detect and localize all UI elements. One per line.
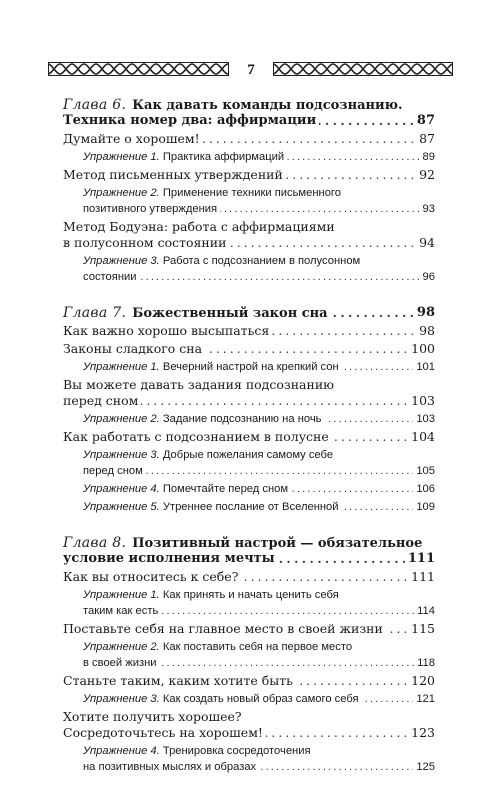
- entry-text: [63, 725, 266, 740]
- entry-title: Сосредоточьтесь на хорошем!: [63, 725, 263, 740]
- page-ref: 111: [405, 551, 435, 567]
- chapter-label: Глава 6.: [63, 97, 127, 113]
- entry-line: [83, 463, 435, 479]
- entry-title: Станьте таким, каким хотите быть: [63, 673, 293, 688]
- entry-title: Хотите получить хорошее?: [63, 709, 242, 724]
- entry-line: [63, 219, 435, 235]
- entry-line: [63, 725, 435, 741]
- entry-line: [83, 603, 435, 619]
- entry-text: [63, 429, 332, 444]
- entry-title: позитивного утверждения: [83, 203, 218, 215]
- entry-line: [63, 323, 435, 339]
- exercise-entry: [63, 499, 435, 515]
- entry-title: Думайте о хорошем!: [63, 131, 200, 146]
- exercise-label: Упражнение 3.: [83, 449, 160, 461]
- chapter-title: условие исполнения мечты: [63, 551, 275, 566]
- page-ref: 104: [408, 429, 435, 445]
- chapter-title: Позитивный настрой — обязательное: [132, 536, 423, 551]
- page-ref: 87: [416, 131, 435, 147]
- entry-line: [83, 185, 435, 201]
- section-entry: [63, 131, 435, 147]
- chapter-title: Как давать команды подсознанию.: [132, 98, 403, 113]
- ornament-left: [48, 62, 229, 76]
- page-ref: 109: [413, 499, 435, 515]
- entry-line: [63, 377, 435, 393]
- entry-line: [83, 499, 435, 515]
- page-ref: 120: [408, 673, 435, 689]
- exercise-label: Упражнение 1.: [83, 151, 160, 163]
- entry-title: в своей жизни: [83, 657, 157, 669]
- page-ref: 96: [420, 269, 435, 285]
- exercise-label: Упражнение 1.: [83, 589, 160, 601]
- chapter-label: Глава 7.: [63, 305, 127, 321]
- entry-text: [83, 187, 344, 199]
- section-entry: [63, 341, 435, 357]
- page-ref: 118: [414, 655, 435, 671]
- entry-line: [63, 393, 435, 409]
- chapter-title-text: [63, 306, 331, 321]
- entry-line: [63, 167, 435, 183]
- chapter-heading: [63, 535, 435, 567]
- section-entry: [63, 673, 435, 689]
- entry-text: [83, 413, 325, 425]
- entry-line: [63, 235, 435, 251]
- exercise-entry: [63, 447, 435, 479]
- entry-line: [83, 639, 435, 655]
- entry-title: Метод письменных утверждений: [63, 167, 283, 182]
- entry-text: [83, 693, 362, 705]
- entry-title: Вы можете давать задания подсознанию: [63, 377, 335, 392]
- entry-title: Вечерний настрой на крепкий сон: [162, 361, 339, 373]
- exercise-entry: [63, 587, 435, 619]
- table-of-contents: [63, 97, 435, 775]
- entry-text: [63, 569, 241, 584]
- entry-line: [63, 709, 435, 725]
- entry-title: Работа с подсознанием в полусонном: [162, 255, 361, 267]
- section-entry: [63, 323, 435, 339]
- entry-text: [63, 393, 141, 408]
- chapter-title: Техника номер два: аффирмации: [63, 113, 317, 128]
- section-entry: [63, 219, 435, 251]
- entry-title: Метод Бодуэна: работа с аффирмациями: [63, 219, 335, 234]
- exercise-entry: [63, 639, 435, 671]
- entry-line: [83, 481, 435, 497]
- page-ref: 92: [416, 167, 435, 183]
- entry-line: [83, 447, 435, 463]
- entry-text: [63, 341, 205, 356]
- entry-title: таким как есть: [83, 605, 159, 617]
- entry-text: [83, 361, 342, 373]
- entry-title: Законы сладкого сна: [63, 341, 203, 356]
- page-ref: 98: [416, 323, 435, 339]
- entry-text: [63, 167, 286, 182]
- entry-line: [63, 621, 435, 637]
- entry-line: [83, 655, 435, 671]
- page-ref: 123: [408, 725, 435, 741]
- entry-text: [63, 235, 229, 250]
- page-ref: 103: [408, 393, 435, 409]
- entry-title: Как важно хорошо высыпаться: [63, 323, 270, 338]
- entry-title: Тренировка сосредоточения: [162, 745, 311, 757]
- section-entry: [63, 167, 435, 183]
- entry-line: [83, 359, 435, 375]
- exercise-label: Упражнение 4.: [83, 483, 160, 495]
- entry-title: Помечтайте перед сном: [162, 483, 289, 495]
- chapter-title-text: [63, 98, 406, 113]
- entry-title: Применение техники письменного: [162, 187, 341, 199]
- entry-text: [83, 203, 220, 215]
- exercise-label: Упражнение 4.: [83, 745, 160, 757]
- entry-line: [83, 253, 435, 269]
- page-ref: 115: [408, 621, 435, 637]
- entry-title: Задание подсознанию на ночь: [162, 413, 322, 425]
- chapter-title-text: [63, 113, 319, 128]
- entry-title: Как поставить себя на первое место: [162, 641, 353, 653]
- entry-text: [63, 219, 338, 234]
- entry-text: [83, 761, 259, 773]
- entry-text: [83, 255, 363, 267]
- chapter-heading: [63, 97, 435, 129]
- chapter: [63, 305, 435, 515]
- page-ref: 105: [413, 463, 435, 479]
- page-ref: 101: [413, 359, 435, 375]
- page-ref: 94: [416, 235, 435, 251]
- section-entry: [63, 569, 435, 585]
- section-entry: [63, 709, 435, 741]
- chapter: [63, 535, 435, 775]
- chapter-title-line: [63, 551, 435, 567]
- entry-line: [83, 411, 435, 427]
- entry-line: [63, 341, 435, 357]
- entry-text: [83, 151, 287, 163]
- entry-line: [83, 587, 435, 603]
- exercise-entry: [63, 359, 435, 375]
- entry-title: Практика аффирмаций: [162, 151, 285, 163]
- entry-line: [83, 149, 435, 165]
- running-header: [48, 60, 453, 80]
- entry-title: Утреннее послание от Вселенной: [162, 501, 339, 513]
- page-ref: 121: [413, 691, 435, 707]
- entry-title: Как работать с подсознанием в полусне: [63, 429, 329, 444]
- exercise-label: Упражнение 1.: [83, 361, 160, 373]
- entry-text: [83, 501, 342, 513]
- page-ref: 125: [413, 759, 435, 775]
- entry-line: [83, 691, 435, 707]
- page-ref: 114: [414, 603, 435, 619]
- chapter-title-text: [63, 536, 425, 551]
- ornament-right: [273, 62, 453, 76]
- exercise-entry: [63, 185, 435, 217]
- chapter-label: Глава 8.: [63, 535, 127, 551]
- entry-text: [83, 271, 140, 283]
- chapter-title-text: [63, 551, 278, 566]
- entry-text: [63, 621, 386, 636]
- entry-text: [83, 657, 160, 669]
- entry-text: [83, 641, 355, 653]
- exercise-label: Упражнение 2.: [83, 187, 160, 199]
- entry-title: перед сном: [83, 465, 143, 477]
- exercise-entry: [63, 691, 435, 707]
- page-ref: 100: [408, 341, 435, 357]
- entry-text: [63, 709, 245, 724]
- entry-line: [83, 201, 435, 217]
- entry-title: Поставьте себя на главное место в своей жизни: [63, 621, 383, 636]
- entry-text: [63, 131, 203, 146]
- entry-title: на позитивных мыслях и образах: [83, 761, 257, 773]
- entry-title: Как создать новый образ самого себя: [162, 693, 359, 705]
- exercise-label: Упражнение 3.: [83, 255, 160, 267]
- exercise-entry: [63, 253, 435, 285]
- chapter-title: Божественный закон сна: [132, 306, 328, 321]
- entry-title: Добрые пожелания самому себе: [162, 449, 334, 461]
- exercise-entry: [63, 743, 435, 775]
- entry-text: [83, 605, 161, 617]
- chapter: [63, 97, 435, 285]
- exercise-entry: [63, 411, 435, 427]
- entry-line: [83, 743, 435, 759]
- entry-line: [83, 759, 435, 775]
- entry-text: [63, 673, 296, 688]
- page-number: 7: [247, 62, 255, 78]
- entry-line: [63, 131, 435, 147]
- entry-text: [83, 589, 342, 601]
- exercise-label: Упражнение 5.: [83, 501, 160, 513]
- entry-title: Как вы относитесь к себе?: [63, 569, 239, 584]
- page-ref: 111: [408, 569, 435, 585]
- chapter-title-line: [63, 97, 435, 113]
- page-ref: 87: [414, 113, 435, 129]
- entry-line: [83, 269, 435, 285]
- entry-text: [63, 323, 272, 338]
- entry-title: состоянии: [83, 271, 137, 283]
- entry-text: [83, 465, 146, 477]
- entry-text: [63, 377, 337, 392]
- exercise-label: Упражнение 3.: [83, 693, 160, 705]
- entry-title: перед сном: [63, 393, 139, 408]
- exercise-entry: [63, 481, 435, 497]
- entry-line: [63, 673, 435, 689]
- chapter-heading: [63, 305, 435, 321]
- entry-title: в полусонном состоянии: [63, 235, 227, 250]
- exercise-label: Упражнение 2.: [83, 641, 160, 653]
- entry-line: [63, 569, 435, 585]
- chapter-title-line: [63, 113, 435, 129]
- entry-text: [83, 449, 336, 461]
- entry-text: [83, 745, 314, 757]
- page-ref: 89: [420, 149, 435, 165]
- page-ref: 93: [420, 201, 435, 217]
- page-ref: 98: [414, 305, 435, 321]
- page-ref: 106: [413, 481, 435, 497]
- exercise-entry: [63, 149, 435, 165]
- exercise-label: Упражнение 2.: [83, 413, 160, 425]
- page-ref: 103: [413, 411, 435, 427]
- chapter-title-line: [63, 305, 435, 321]
- chapter-title-line: [63, 535, 435, 551]
- section-entry: [63, 429, 435, 445]
- entry-text: [83, 483, 291, 495]
- entry-line: [63, 429, 435, 445]
- section-entry: [63, 377, 435, 409]
- section-entry: [63, 621, 435, 637]
- entry-title: Как принять и начать ценить себя: [162, 589, 339, 601]
